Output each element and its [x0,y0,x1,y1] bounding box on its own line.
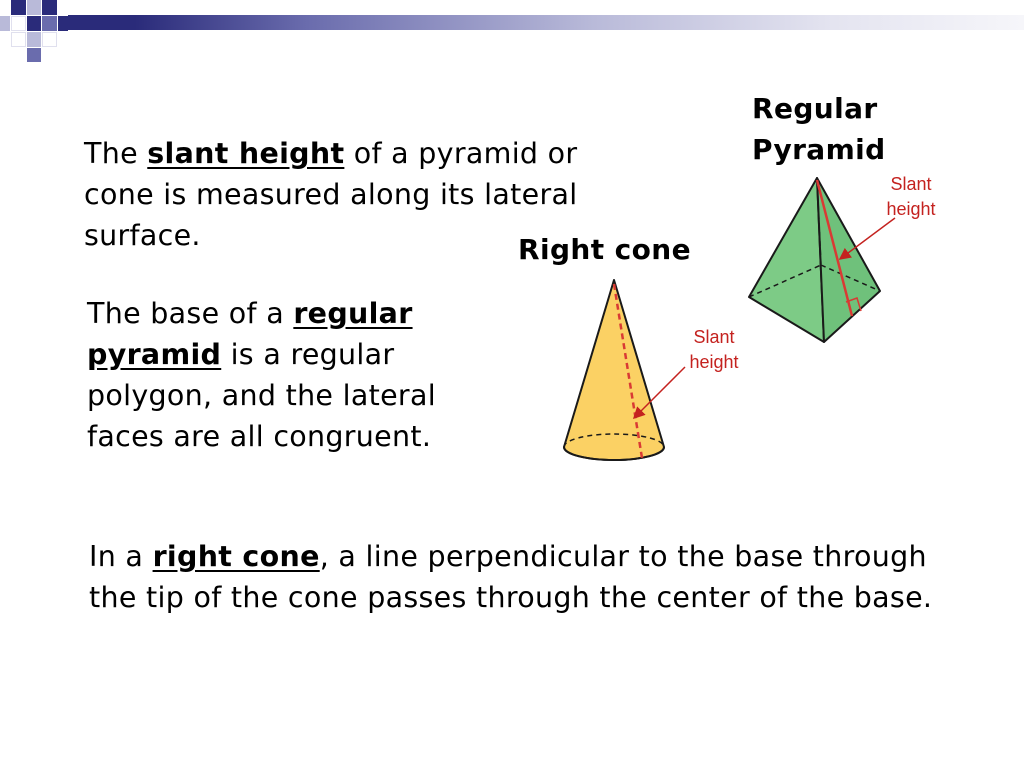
para1-text-pre: The [84,137,148,170]
title-bar-gradient [68,15,1024,30]
pyramid-left-face [749,178,824,342]
pyramid-title-line2: Pyramid [752,133,886,166]
cone-slant-label-line1: Slant [693,327,735,347]
right-cone-figure [555,272,755,467]
regular-pyramid-figure [740,170,960,355]
cone-title: Right cone [518,233,692,266]
pyramid-slant-label-line1: Slant [890,174,932,194]
regular-pyramid-definition [87,293,517,457]
cone-body [564,280,664,460]
right-cone-definition [89,536,969,618]
para3-text-pre: In a [89,540,153,573]
para2-text-pre: The base of a [87,297,294,330]
pyramid-right-face [817,178,880,342]
cone-slant-label-line2: height [689,352,739,372]
para2-text-post: is a regular polygon, and the lateral faces are all congruent. [87,338,436,453]
para3-text-post: , a line perpendicular to the base through the tip of the cone passes through the center of the base. [89,540,933,614]
term-right-cone: right cone [152,540,320,573]
term-slant-height: slant height [147,137,345,170]
pyramid-slant-label-line2: height [886,199,936,219]
pyramid-title-line1: Regular [752,92,878,125]
template-decoration [0,0,80,64]
term-regular-pyramid: regular pyramid [87,297,413,371]
para1-text-post: of a pyramid or cone is measured along its lateral surface. [84,137,578,252]
